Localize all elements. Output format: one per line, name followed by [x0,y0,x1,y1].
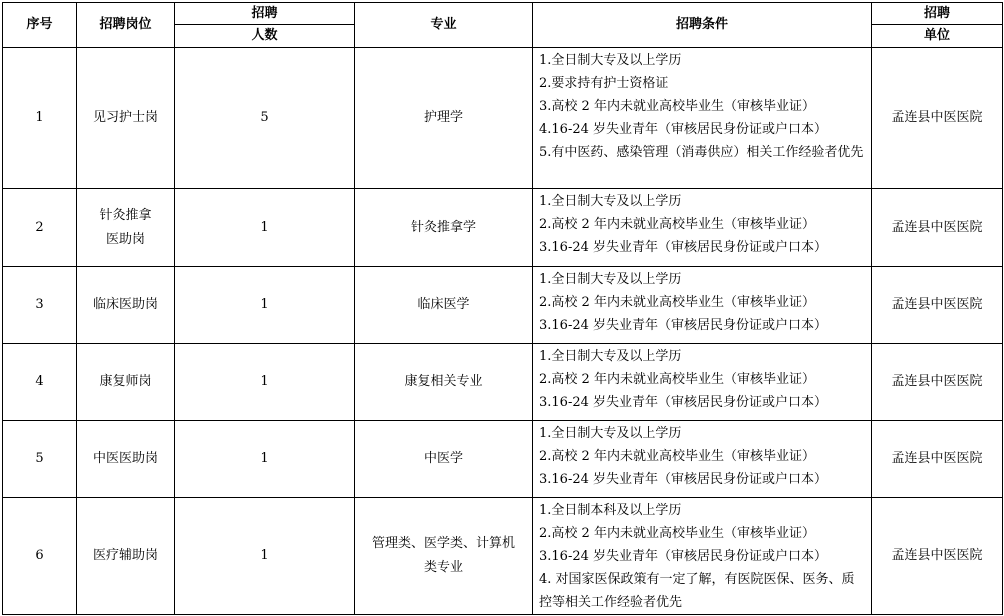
row-major: 针灸推拿学 [355,189,533,267]
row-post-text: 针灸推拿医助岗 [99,207,152,247]
header-count-bottom: 人数 [175,25,355,48]
row-major: 护理学 [355,48,533,189]
condition-line: 2.高校 2 年内未就业高校毕业生（审核毕业证） [539,449,815,464]
header-unit-bottom: 单位 [872,25,1003,48]
condition-line: 3.16-24 岁失业青年（审核居民身份证或户口本） [539,472,828,487]
row-count: 1 [175,421,355,498]
row-count: 1 [175,267,355,344]
row-conditions [533,498,872,615]
row-seq: 2 [3,189,77,267]
header-major: 专业 [355,3,533,48]
row-post: 中医医助岗 [77,421,175,498]
row-unit: 孟连县中医医院 [872,189,1003,267]
table-row [3,48,1003,189]
condition-line: 2.高校 2 年内未就业高校毕业生（审核毕业证） [539,217,815,232]
row-seq: 1 [3,48,77,189]
condition-line: 4.16-24 岁失业青年（审核居民身份证或户口本） [539,122,828,137]
header-count-top: 招聘 [175,3,355,25]
row-seq: 6 [3,498,77,615]
row-major: 临床医学 [355,267,533,344]
row-conditions [533,421,872,498]
condition-line: 3.16-24 岁失业青年（审核居民身份证或户口本） [539,318,828,333]
row-conditions [533,267,872,344]
row-conditions [533,344,872,421]
condition-line: 2.高校 2 年内未就业高校毕业生（审核毕业证） [539,526,815,541]
table-row [3,189,1003,267]
condition-line: 2.高校 2 年内未就业高校毕业生（审核毕业证） [539,295,815,310]
header-conditions: 招聘条件 [533,3,872,48]
header-row [3,3,1003,25]
row-post [77,189,175,267]
condition-line: 2.要求持有护士资格证 [539,76,669,91]
row-count: 1 [175,498,355,615]
condition-line: 1.全日制本科及以上学历 [539,503,682,518]
row-unit: 孟连县中医医院 [872,421,1003,498]
condition-line: 1.全日制大专及以上学历 [539,349,682,364]
recruitment-table [2,2,1003,615]
table-row [3,267,1003,344]
header-unit-top: 招聘 [872,3,1003,25]
condition-line: 5.有中医药、感染管理（消毒供应）相关工作经验者优先 [539,145,864,160]
row-post: 临床医助岗 [77,267,175,344]
table-row [3,421,1003,498]
row-unit: 孟连县中医医院 [872,48,1003,189]
row-post: 康复师岗 [77,344,175,421]
row-conditions [533,48,872,189]
condition-line: 1.全日制大专及以上学历 [539,272,682,287]
header-seq: 序号 [3,3,77,48]
row-major-text: 管理类、医学类、计算机类专业 [372,536,516,575]
row-post: 医疗辅助岗 [77,498,175,615]
condition-line: 4. 对国家医保政策有一定了解，有医院医保、医务、质控等相关工作经验者优先 [539,572,855,610]
row-unit: 孟连县中医医院 [872,498,1003,615]
row-major: 中医学 [355,421,533,498]
row-seq: 5 [3,421,77,498]
row-count: 5 [175,48,355,189]
table-row [3,344,1003,421]
row-major [355,498,533,615]
condition-line: 3.高校 2 年内未就业高校毕业生（审核毕业证） [539,99,815,114]
condition-line: 3.16-24 岁失业青年（审核居民身份证或户口本） [539,240,828,255]
row-count: 1 [175,189,355,267]
table-row [3,498,1003,615]
row-seq: 4 [3,344,77,421]
header-post: 招聘岗位 [77,3,175,48]
condition-line: 1.全日制大专及以上学历 [539,53,682,68]
row-post: 见习护士岗 [77,48,175,189]
row-conditions [533,189,872,267]
row-major: 康复相关专业 [355,344,533,421]
condition-line: 3.16-24 岁失业青年（审核居民身份证或户口本） [539,395,828,410]
row-unit: 孟连县中医医院 [872,267,1003,344]
row-count: 1 [175,344,355,421]
condition-line: 1.全日制大专及以上学历 [539,426,682,441]
condition-line: 3.16-24 岁失业青年（审核居民身份证或户口本） [539,549,828,564]
row-seq: 3 [3,267,77,344]
condition-line: 2.高校 2 年内未就业高校毕业生（审核毕业证） [539,372,815,387]
condition-line: 1.全日制大专及以上学历 [539,194,682,209]
row-unit: 孟连县中医医院 [872,344,1003,421]
